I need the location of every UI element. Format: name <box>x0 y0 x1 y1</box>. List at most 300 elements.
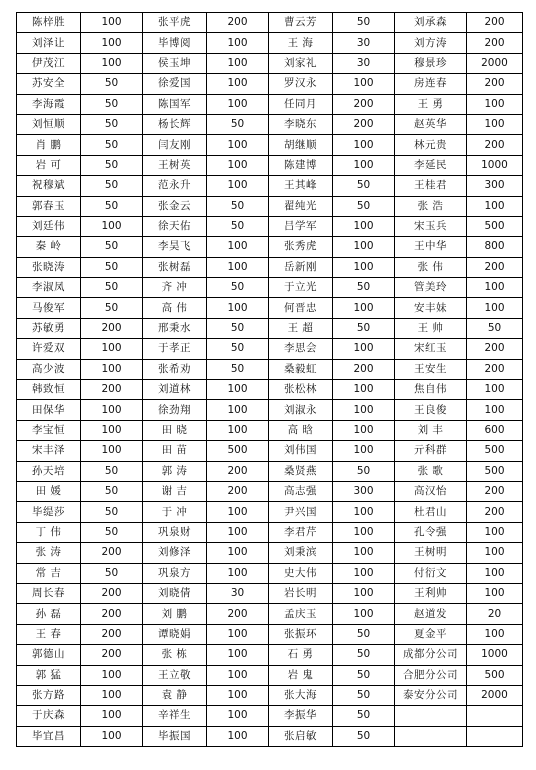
donor-name-cell: 毕缇莎 <box>17 502 81 522</box>
donor-name-cell: 袁 静 <box>143 685 207 705</box>
table-row <box>17 543 523 563</box>
donation-amount-cell: 100 <box>207 563 269 583</box>
donation-amount-cell: 50 <box>207 196 269 216</box>
donor-name-cell: 高少波 <box>17 359 81 379</box>
donation-amount-cell: 50 <box>333 13 395 33</box>
donor-name-cell: 郭 涛 <box>143 461 207 481</box>
donation-amount-cell: 100 <box>467 298 523 318</box>
donor-name-cell: 王利帅 <box>395 583 467 603</box>
donation-amount-cell: 500 <box>467 665 523 685</box>
donation-amount-cell: 100 <box>467 278 523 298</box>
donation-amount-cell: 50 <box>81 502 143 522</box>
donation-amount-cell: 50 <box>81 522 143 542</box>
donor-name-cell: 郭 猛 <box>17 665 81 685</box>
donor-name-cell: 王桂君 <box>395 176 467 196</box>
donation-amount-cell: 100 <box>207 53 269 73</box>
donation-amount-cell: 30 <box>207 583 269 603</box>
donor-name-cell: 肖 鹏 <box>17 135 81 155</box>
donation-amount-cell: 300 <box>467 176 523 196</box>
table-row <box>17 706 523 726</box>
donor-name-cell: 林元贵 <box>395 135 467 155</box>
donor-name-cell: 杜君山 <box>395 502 467 522</box>
donation-amount-cell: 200 <box>467 13 523 33</box>
donor-name-cell: 郭德山 <box>17 645 81 665</box>
donor-name-cell: 宋丰泽 <box>17 441 81 461</box>
donation-amount-cell: 50 <box>207 318 269 338</box>
table-row <box>17 53 523 73</box>
donation-amount-cell: 50 <box>333 196 395 216</box>
donor-name-cell: 伊茂江 <box>17 53 81 73</box>
table-row <box>17 624 523 644</box>
table-row <box>17 74 523 94</box>
donor-name-cell: 王安生 <box>395 359 467 379</box>
donation-amount-cell: 100 <box>333 216 395 236</box>
donation-amount-cell: 100 <box>333 74 395 94</box>
table-row <box>17 461 523 481</box>
donor-name-cell: 任同月 <box>269 94 333 114</box>
donor-name-cell: 邢秉水 <box>143 318 207 338</box>
donor-name-cell: 翟纯光 <box>269 196 333 216</box>
donation-amount-cell: 200 <box>467 33 523 53</box>
donor-name-cell: 吕学军 <box>269 216 333 236</box>
donation-amount-cell: 300 <box>333 481 395 501</box>
donation-amount-cell: 20 <box>467 604 523 624</box>
table-row <box>17 583 523 603</box>
donation-amount-cell: 50 <box>333 278 395 298</box>
donation-amount-cell: 200 <box>81 543 143 563</box>
donor-name-cell: 高 晗 <box>269 420 333 440</box>
donor-name-cell: 秦 岭 <box>17 237 81 257</box>
donation-amount-cell: 200 <box>467 502 523 522</box>
donor-name-cell: 胡继顺 <box>269 135 333 155</box>
donor-name-cell: 李昊飞 <box>143 237 207 257</box>
donor-name-cell: 刘方涛 <box>395 33 467 53</box>
donor-name-cell: 孙天培 <box>17 461 81 481</box>
donation-amount-cell: 100 <box>207 135 269 155</box>
donor-name-cell: 王 海 <box>269 33 333 53</box>
donation-amount-cell: 100 <box>207 645 269 665</box>
table-row <box>17 726 523 746</box>
donation-amount-cell: 30 <box>333 53 395 73</box>
table-row <box>17 318 523 338</box>
donation-amount-cell: 50 <box>333 645 395 665</box>
donation-amount-cell: 100 <box>467 400 523 420</box>
donor-name-cell: 张 栋 <box>143 645 207 665</box>
donation-amount-cell: 100 <box>81 685 143 705</box>
donation-amount-cell: 1000 <box>467 155 523 175</box>
donor-name-cell: 王 勇 <box>395 94 467 114</box>
table-row <box>17 114 523 134</box>
donor-name-cell: 张松林 <box>269 380 333 400</box>
donor-name-cell: 李君芹 <box>269 522 333 542</box>
donor-name-cell: 刘秉滨 <box>269 543 333 563</box>
donation-amount-cell: 100 <box>81 359 143 379</box>
donor-name-cell: 田 晓 <box>143 420 207 440</box>
donation-amount-cell: 100 <box>467 563 523 583</box>
donor-name-cell: 苏敏勇 <box>17 318 81 338</box>
donation-amount-cell: 100 <box>207 33 269 53</box>
donation-amount-cell: 50 <box>207 339 269 359</box>
donor-name-cell: 刘 丰 <box>395 420 467 440</box>
table-row <box>17 420 523 440</box>
donor-name-cell: 于立光 <box>269 278 333 298</box>
donor-name-cell: 李振华 <box>269 706 333 726</box>
donor-name-cell: 石 勇 <box>269 645 333 665</box>
donation-amount-cell: 100 <box>333 400 395 420</box>
donor-name-cell: 郭春玉 <box>17 196 81 216</box>
donor-name-cell: 岩 鬼 <box>269 665 333 685</box>
donation-amount-cell: 200 <box>81 583 143 603</box>
donation-amount-cell: 100 <box>467 196 523 216</box>
donor-name-cell: 合肥分公司 <box>395 665 467 685</box>
donor-name-cell: 赵道发 <box>395 604 467 624</box>
donor-name-cell: 巩泉方 <box>143 563 207 583</box>
donor-name-cell: 李海霞 <box>17 94 81 114</box>
donor-name-cell: 房连春 <box>395 74 467 94</box>
donation-amount-cell: 100 <box>81 400 143 420</box>
donor-name-cell: 李淑凤 <box>17 278 81 298</box>
table-row <box>17 481 523 501</box>
donor-name-cell: 刘泽让 <box>17 33 81 53</box>
donation-amount-cell: 200 <box>81 604 143 624</box>
donation-amount-cell: 50 <box>81 237 143 257</box>
donation-amount-cell: 50 <box>81 114 143 134</box>
donation-amount-cell: 100 <box>333 522 395 542</box>
table-row <box>17 13 523 33</box>
donation-amount-cell: 500 <box>207 441 269 461</box>
donor-name-cell: 范永升 <box>143 176 207 196</box>
donor-name-cell: 罗汉永 <box>269 74 333 94</box>
donation-amount-cell: 200 <box>467 481 523 501</box>
donation-amount-cell: 100 <box>333 135 395 155</box>
donation-amount-cell: 100 <box>333 441 395 461</box>
table-row <box>17 359 523 379</box>
donation-amount-cell: 30 <box>333 33 395 53</box>
donor-name-cell: 王其峰 <box>269 176 333 196</box>
donation-amount-cell: 100 <box>467 380 523 400</box>
donor-name-cell: 刘淑永 <box>269 400 333 420</box>
donor-name-cell: 周长春 <box>17 583 81 603</box>
donor-name-cell: 于孝正 <box>143 339 207 359</box>
donor-name-cell: 岩 可 <box>17 155 81 175</box>
donation-amount-cell: 500 <box>467 441 523 461</box>
donation-amount-cell: 100 <box>467 522 523 542</box>
donor-name-cell: 张启敏 <box>269 726 333 746</box>
table-row <box>17 441 523 461</box>
donor-name-cell: 毕宜昌 <box>17 726 81 746</box>
donor-name-cell: 付衍文 <box>395 563 467 583</box>
donation-amount-cell: 200 <box>207 13 269 33</box>
donor-name-cell: 张平虎 <box>143 13 207 33</box>
donation-amount-cell: 200 <box>81 624 143 644</box>
donor-name-cell: 于庆森 <box>17 706 81 726</box>
donation-amount-cell: 200 <box>207 604 269 624</box>
donation-amount-cell: 100 <box>333 380 395 400</box>
donation-amount-cell: 100 <box>81 13 143 33</box>
donation-amount-cell: 50 <box>81 278 143 298</box>
donor-name-cell: 王 春 <box>17 624 81 644</box>
donor-name-cell: 谢 吉 <box>143 481 207 501</box>
donation-amount-cell: 1000 <box>467 645 523 665</box>
table-row <box>17 665 523 685</box>
donor-name-cell: 桑毅虹 <box>269 359 333 379</box>
donation-amount-cell: 50 <box>333 318 395 338</box>
donor-name-cell: 刘道林 <box>143 380 207 400</box>
donation-amount-cell: 200 <box>467 257 523 277</box>
donation-amount-cell: 100 <box>467 583 523 603</box>
donation-amount-cell: 50 <box>81 176 143 196</box>
donor-name-cell: 许爱双 <box>17 339 81 359</box>
table-row <box>17 400 523 420</box>
donation-amount-cell: 100 <box>81 420 143 440</box>
table-row <box>17 604 523 624</box>
donation-amount-cell: 50 <box>81 298 143 318</box>
donor-name-cell: 宋玉兵 <box>395 216 467 236</box>
donation-amount-cell: 200 <box>467 359 523 379</box>
donation-amount-cell: 50 <box>207 359 269 379</box>
donation-amount-cell: 100 <box>333 420 395 440</box>
donor-name-cell: 高志强 <box>269 481 333 501</box>
donor-name-cell: 李思会 <box>269 339 333 359</box>
donation-amount-cell: 100 <box>81 33 143 53</box>
donor-name-cell: 张 歌 <box>395 461 467 481</box>
donor-name-cell: 岩长明 <box>269 583 333 603</box>
donation-amount-cell: 50 <box>333 665 395 685</box>
donation-amount-cell: 100 <box>333 237 395 257</box>
table-row <box>17 196 523 216</box>
table-row <box>17 563 523 583</box>
donation-amount-cell: 50 <box>333 706 395 726</box>
donation-amount-cell: 100 <box>333 543 395 563</box>
donor-name-cell: 李晓东 <box>269 114 333 134</box>
donation-amount-cell: 100 <box>467 114 523 134</box>
donor-name-cell: 陈梓胜 <box>17 13 81 33</box>
donation-amount-cell: 100 <box>81 665 143 685</box>
donor-name-cell: 于 冲 <box>143 502 207 522</box>
donor-name-cell: 田 苗 <box>143 441 207 461</box>
table-row <box>17 685 523 705</box>
donor-name-cell: 曹云芳 <box>269 13 333 33</box>
donation-amount-cell: 100 <box>207 522 269 542</box>
donation-amount-cell: 200 <box>81 380 143 400</box>
donation-amount-cell: 200 <box>467 74 523 94</box>
donor-name-cell: 丁 伟 <box>17 522 81 542</box>
donor-name-cell: 安丰妹 <box>395 298 467 318</box>
donor-name-cell: 刘承森 <box>395 13 467 33</box>
donor-name-cell: 苏安全 <box>17 74 81 94</box>
donor-name-cell: 王 超 <box>269 318 333 338</box>
donor-name-cell: 谭晓娟 <box>143 624 207 644</box>
donor-name-cell: 张大海 <box>269 685 333 705</box>
donor-name-cell: 杨长辉 <box>143 114 207 134</box>
table-row <box>17 502 523 522</box>
donor-name-cell: 张 涛 <box>17 543 81 563</box>
donor-name-cell: 辛祥生 <box>143 706 207 726</box>
table-row <box>17 645 523 665</box>
donation-amount-cell: 200 <box>81 645 143 665</box>
table-row <box>17 135 523 155</box>
donation-amount-cell: 50 <box>333 461 395 481</box>
donor-name-cell: 泰安分公司 <box>395 685 467 705</box>
donation-amount-cell: 200 <box>333 94 395 114</box>
donation-amount-cell: 100 <box>207 706 269 726</box>
donor-name-cell: 刘廷伟 <box>17 216 81 236</box>
donor-name-cell: 穆景珍 <box>395 53 467 73</box>
donation-amount-cell: 200 <box>207 461 269 481</box>
donor-name-cell: 闫友刚 <box>143 135 207 155</box>
donation-amount-cell: 100 <box>207 298 269 318</box>
donation-amount-cell: 50 <box>333 624 395 644</box>
donation-amount-cell: 50 <box>207 278 269 298</box>
donor-name-cell: 王中华 <box>395 237 467 257</box>
donation-amount-cell: 100 <box>81 706 143 726</box>
donation-amount-cell: 100 <box>333 502 395 522</box>
donor-name-cell: 马俊军 <box>17 298 81 318</box>
donation-amount-cell: 100 <box>467 624 523 644</box>
donor-name-cell: 孔令强 <box>395 522 467 542</box>
donation-amount-cell: 100 <box>207 665 269 685</box>
table-row <box>17 278 523 298</box>
donor-name-cell: 赵英华 <box>395 114 467 134</box>
donor-name-cell: 史大伟 <box>269 563 333 583</box>
donor-name-cell: 张 伟 <box>395 257 467 277</box>
donor-name-cell: 祝穆斌 <box>17 176 81 196</box>
table-row <box>17 94 523 114</box>
donor-name-cell: 齐 冲 <box>143 278 207 298</box>
donation-amount-cell: 100 <box>207 726 269 746</box>
donation-amount-cell: 100 <box>207 502 269 522</box>
donation-amount-cell: 100 <box>207 685 269 705</box>
donor-name-cell: 张树磊 <box>143 257 207 277</box>
donor-name-cell: 李宝恒 <box>17 420 81 440</box>
donation-amount-cell: 50 <box>207 114 269 134</box>
donation-amount-cell: 100 <box>333 155 395 175</box>
donor-name-cell: 高汉怡 <box>395 481 467 501</box>
donation-amount-cell: 100 <box>207 257 269 277</box>
donor-name-cell: 韩致恒 <box>17 380 81 400</box>
donation-amount-cell: 100 <box>333 257 395 277</box>
donor-name-cell: 侯玉坤 <box>143 53 207 73</box>
donation-amount-cell: 100 <box>333 604 395 624</box>
table-row <box>17 339 523 359</box>
donation-amount-cell: 50 <box>81 563 143 583</box>
donor-name-cell: 刘修泽 <box>143 543 207 563</box>
donor-name-cell <box>395 706 467 726</box>
donor-name-cell: 刘恒顺 <box>17 114 81 134</box>
donor-name-cell: 尹兴国 <box>269 502 333 522</box>
donation-amount-cell: 50 <box>81 94 143 114</box>
donor-name-cell: 田保华 <box>17 400 81 420</box>
donation-amount-cell: 100 <box>333 339 395 359</box>
table-row <box>17 257 523 277</box>
donation-amount-cell: 2000 <box>467 685 523 705</box>
donation-amount-cell: 100 <box>207 543 269 563</box>
donor-name-cell: 徐劲翔 <box>143 400 207 420</box>
donor-name-cell: 张秀虎 <box>269 237 333 257</box>
table-row <box>17 298 523 318</box>
donation-amount-cell: 100 <box>333 563 395 583</box>
donation-amount-cell: 100 <box>207 94 269 114</box>
donation-amount-cell: 50 <box>81 135 143 155</box>
donation-amount-cell: 50 <box>81 461 143 481</box>
donation-amount-cell <box>467 706 523 726</box>
donor-name-cell: 宋红玉 <box>395 339 467 359</box>
donor-name-cell: 王 帅 <box>395 318 467 338</box>
donation-amount-cell: 100 <box>81 339 143 359</box>
donor-name-cell: 刘伟国 <box>269 441 333 461</box>
donor-name-cell <box>395 726 467 746</box>
donation-list-table <box>16 12 523 747</box>
donor-name-cell: 刘晓倩 <box>143 583 207 603</box>
donation-amount-cell: 100 <box>333 583 395 603</box>
donor-name-cell: 王树英 <box>143 155 207 175</box>
donation-amount-cell: 500 <box>467 216 523 236</box>
donor-name-cell: 常 吉 <box>17 563 81 583</box>
donation-amount-cell: 50 <box>81 196 143 216</box>
donor-name-cell: 高 伟 <box>143 298 207 318</box>
donation-amount-cell: 600 <box>467 420 523 440</box>
donation-amount-cell: 200 <box>333 114 395 134</box>
donation-list-body <box>17 13 523 747</box>
donor-name-cell: 田 媛 <box>17 481 81 501</box>
donation-amount-cell: 500 <box>467 461 523 481</box>
donation-amount-cell: 50 <box>81 74 143 94</box>
donation-amount-cell: 100 <box>333 298 395 318</box>
donor-name-cell: 徐天佑 <box>143 216 207 236</box>
donation-amount-cell: 100 <box>81 441 143 461</box>
donor-name-cell: 孙 磊 <box>17 604 81 624</box>
donor-name-cell: 岳新刚 <box>269 257 333 277</box>
donor-name-cell: 桑贤燕 <box>269 461 333 481</box>
donation-amount-cell: 100 <box>81 53 143 73</box>
donor-name-cell: 巩泉财 <box>143 522 207 542</box>
donor-name-cell: 焦自伟 <box>395 380 467 400</box>
donation-amount-cell: 100 <box>207 74 269 94</box>
donor-name-cell: 陈建博 <box>269 155 333 175</box>
donation-amount-cell: 50 <box>81 257 143 277</box>
donation-amount-cell: 100 <box>81 726 143 746</box>
donation-amount-cell: 50 <box>333 176 395 196</box>
donor-name-cell: 夏金平 <box>395 624 467 644</box>
donation-amount-cell: 200 <box>333 359 395 379</box>
donation-amount-cell: 200 <box>81 318 143 338</box>
donor-name-cell: 徐爱国 <box>143 74 207 94</box>
donor-name-cell: 张振环 <box>269 624 333 644</box>
donor-name-cell: 毕博阅 <box>143 33 207 53</box>
donor-name-cell: 刘 鹏 <box>143 604 207 624</box>
donor-name-cell: 王树明 <box>395 543 467 563</box>
donation-amount-cell: 100 <box>207 237 269 257</box>
donor-name-cell: 张希劝 <box>143 359 207 379</box>
table-row <box>17 155 523 175</box>
donation-amount-cell: 100 <box>467 94 523 114</box>
table-row <box>17 237 523 257</box>
donation-amount-cell: 2000 <box>467 53 523 73</box>
donor-name-cell: 李延民 <box>395 155 467 175</box>
donation-amount-cell: 50 <box>333 726 395 746</box>
donor-name-cell: 张晓涛 <box>17 257 81 277</box>
donation-amount-cell: 100 <box>207 624 269 644</box>
donor-name-cell: 王良俊 <box>395 400 467 420</box>
donation-amount-cell: 100 <box>207 420 269 440</box>
donation-amount-cell: 100 <box>467 543 523 563</box>
table-row <box>17 522 523 542</box>
donor-name-cell: 陈国军 <box>143 94 207 114</box>
donor-name-cell: 张方路 <box>17 685 81 705</box>
donor-name-cell: 孟庆玉 <box>269 604 333 624</box>
donation-amount-cell <box>467 726 523 746</box>
donor-name-cell: 王立敬 <box>143 665 207 685</box>
